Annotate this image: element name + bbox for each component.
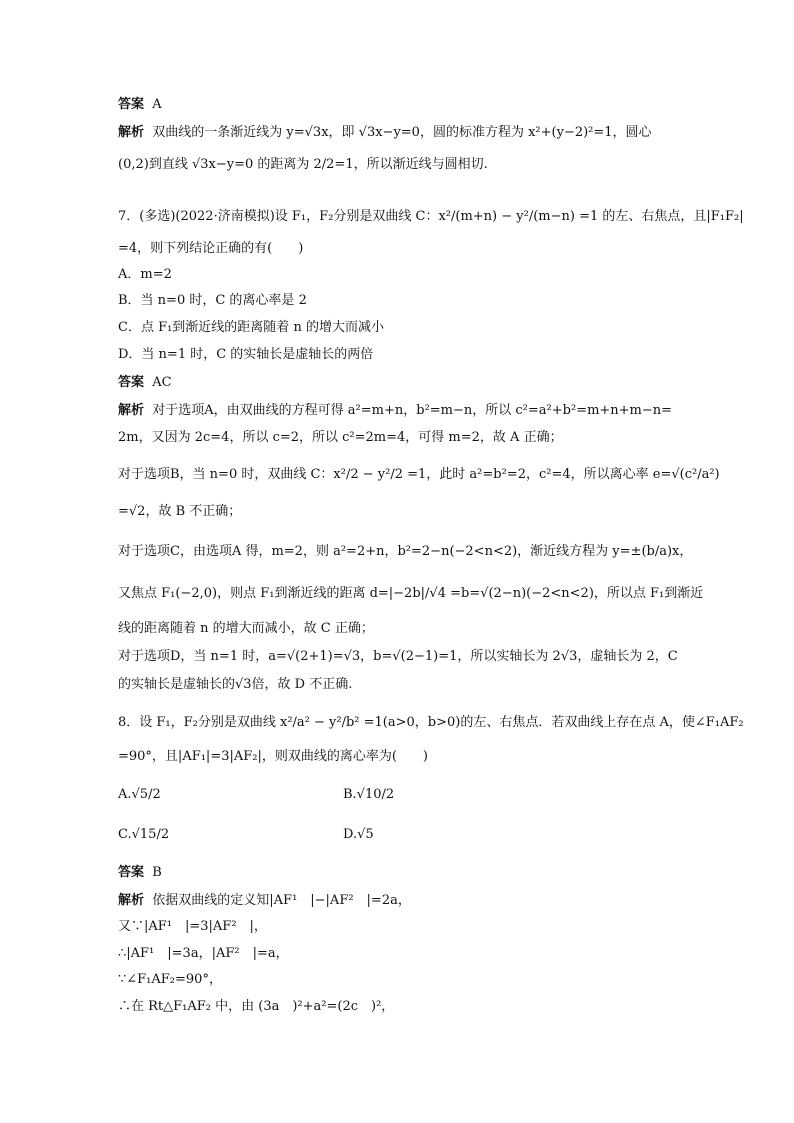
option-a: A．m=2 [118,267,172,282]
analysis-line [118,124,652,142]
option-b: B．当 n=0 时，C 的离心率是 2 [118,293,307,308]
analysis-line: 2m，又因为 2c=4，所以 c=2，所以 c²=2m=4，可得 m=2，故 A 正确； [118,430,563,445]
option-d: D．当 n=1 时，C 的实轴长是虚轴长的两倍 [118,347,374,362]
answer-line [118,864,162,882]
option-c: C．点 F₁到渐近线的距离随着 n 的增大而减小 [118,320,384,335]
analysis-line [118,892,411,910]
analysis-line: ∵∠F₁AF₂=90°， [118,972,222,987]
analysis-line: 又∵|AF¹ |=3|AF² |， [118,919,267,934]
analysis-label: 解析 [118,893,145,908]
analysis-line [118,402,672,420]
analysis-line: 对于选项C，由选项A 得，m=2，则 a²=2+n，b²=2−n(−2<n<2)，渐近线方程为 y=±(b/a)x， [118,544,693,559]
answer-value: A [152,97,162,112]
option-a: A.√5/2 [118,787,161,802]
answer-value: AC [152,375,172,390]
analysis-text: 对于选项A，由双曲线的方程可得 a²=m+n，b²=m−n，所以 c²=a²+b²=m+n+m−n= [152,403,673,418]
analysis-line: 的实轴长是虚轴长的√3倍，故 D 不正确. [118,677,353,692]
analysis-line: ∴|AF¹ |=3a，|AF² |=a， [118,946,289,961]
analysis-line: 对于选项D，当 n=1 时，a=√(2+1)=√3，b=√(2−1)=1，所以实轴长为 2√3，虚轴长为 2，C [118,649,678,664]
analysis-line: 又焦点 F₁(−2,0)，则点 F₁到渐近线的距离 d=|−2b|/√4 =b=√(2−n)(−2<n<2)，所以点 F₁到渐近 [118,586,704,601]
analysis-label: 解析 [118,125,145,140]
analysis-line: =√2，故 B 不正确； [118,504,242,519]
analysis-line: 对于选项B，当 n=0 时，双曲线 C：x²/2 − y²/2 =1，此时 a²=b²=2，c²=4，所以离心率 e=√(c²/a²) [118,467,720,482]
answer-label: 答案 [118,375,145,390]
option-b: B.√10/2 [343,787,395,802]
answer-value: B [152,865,162,880]
question-stem: 8．设 F₁，F₂分别是双曲线 x²/a² − y²/b² =1(a>0，b>0)的左、右焦点．若双曲线上存在点 A，使∠F₁AF₂ [118,715,744,730]
analysis-line: 线的距离随着 n 的增大而减小，故 C 正确； [118,621,374,636]
answer-line [118,96,162,114]
analysis-line: ∴在 Rt△F₁AF₂ 中，由 (3a )²+a²=(2c )²， [118,999,395,1014]
answer-label: 答案 [118,865,145,880]
analysis-text: 双曲线的一条渐近线为 y=√3x，即 √3x−y=0，圆的标准方程为 x²+(y−2)²=1，圆心 [152,125,652,140]
question-stem: =90°，且|AF₁|=3|AF₂|，则双曲线的离心率为( ) [118,749,429,764]
question-stem: 7．(多选)(2022·济南模拟)设 F₁，F₂分别是双曲线 C：x²/(m+n) − y²/(m−n) =1 的左、右焦点，且|F₁F₂| [118,209,744,224]
answer-line [118,374,172,392]
answer-label: 答案 [118,97,145,112]
option-c: C.√15/2 [118,827,170,842]
analysis-text: 依据双曲线的定义知|AF¹ |−|AF² |=2a， [152,893,411,908]
option-d: D.√5 [343,827,374,842]
analysis-label: 解析 [118,403,145,418]
question-stem: =4，则下列结论正确的有( ) [118,241,304,256]
analysis-line: (0,2)到直线 √3x−y=0 的距离为 2/2=1，所以渐近线与圆相切. [118,157,488,172]
